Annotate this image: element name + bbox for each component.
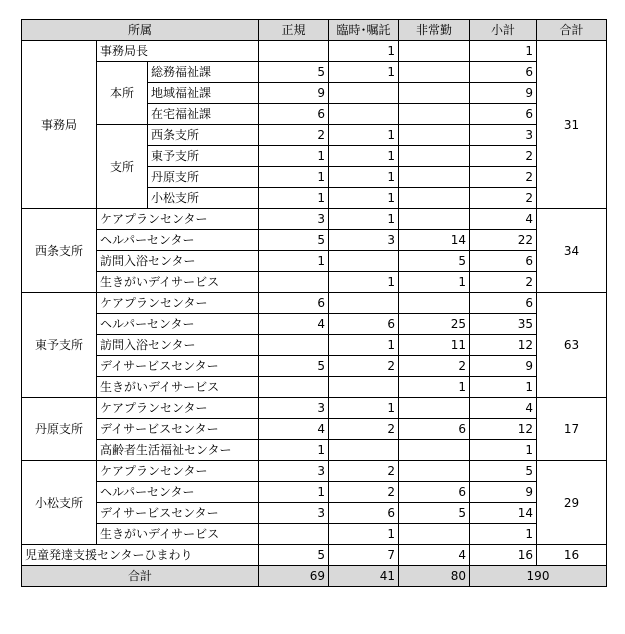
- cell-temporary: 3: [329, 230, 399, 251]
- table-row: [22, 230, 607, 251]
- table-row: [22, 335, 607, 356]
- cell-regular: 4: [259, 314, 329, 335]
- cell-regular: 1: [259, 167, 329, 188]
- cell-temporary: [329, 293, 399, 314]
- cell-temporary: [329, 377, 399, 398]
- cell-parttime: [399, 125, 470, 146]
- row-label: 東予支所: [148, 146, 259, 167]
- table-row: [22, 272, 607, 293]
- cell-subtotal: 12: [470, 335, 537, 356]
- cell-temporary: 2: [329, 482, 399, 503]
- row-label: ヘルパーセンター: [97, 482, 259, 503]
- row-label: 生きがいデイサービス: [97, 272, 259, 293]
- row-label: 事務局長: [97, 41, 259, 62]
- cell-parttime: [399, 188, 470, 209]
- group-total-tanbara: 17: [537, 398, 607, 461]
- cell-parttime: 1: [399, 377, 470, 398]
- cell-temporary: 1: [329, 335, 399, 356]
- row-label: 小松支所: [148, 188, 259, 209]
- cell-parttime: [399, 83, 470, 104]
- cell-parttime: [399, 209, 470, 230]
- cell-temporary: 6: [329, 314, 399, 335]
- cell-subtotal: 2: [470, 188, 537, 209]
- header-affiliation: 所属: [22, 20, 259, 41]
- grand-total-regular: 69: [259, 566, 329, 587]
- table-row: [22, 125, 607, 146]
- cell-temporary: 1: [329, 398, 399, 419]
- grand-total-temporary: 41: [329, 566, 399, 587]
- row-label: ケアプランセンター: [97, 461, 259, 482]
- table-row: [22, 377, 607, 398]
- cell-subtotal: 16: [470, 545, 537, 566]
- cell-subtotal: 12: [470, 419, 537, 440]
- cell-regular: 3: [259, 503, 329, 524]
- table-row: [22, 419, 607, 440]
- table-row: [22, 293, 607, 314]
- row-label: 生きがいデイサービス: [97, 524, 259, 545]
- cell-parttime: 14: [399, 230, 470, 251]
- cell-regular: 9: [259, 83, 329, 104]
- group-total-toyo: 63: [537, 293, 607, 398]
- cell-regular: 5: [259, 545, 329, 566]
- cell-subtotal: 9: [470, 83, 537, 104]
- cell-temporary: [329, 104, 399, 125]
- cell-regular: 4: [259, 419, 329, 440]
- table-row: [22, 440, 607, 461]
- grand-total-parttime: 80: [399, 566, 470, 587]
- cell-parttime: [399, 293, 470, 314]
- header-row: [22, 20, 607, 41]
- grand-total-row: [22, 566, 607, 587]
- row-label: ヘルパーセンター: [97, 314, 259, 335]
- staff-table: [21, 19, 607, 587]
- row-label: ヘルパーセンター: [97, 230, 259, 251]
- row-label: 生きがいデイサービス: [97, 377, 259, 398]
- table-row: [22, 461, 607, 482]
- table-row: [22, 314, 607, 335]
- cell-parttime: 5: [399, 503, 470, 524]
- row-label: ケアプランセンター: [97, 398, 259, 419]
- row-label: 西条支所: [148, 125, 259, 146]
- cell-subtotal: 6: [470, 293, 537, 314]
- row-label-himawari: 児童発達支援センターひまわり: [22, 545, 259, 566]
- group-total-himawari: 16: [537, 545, 607, 566]
- cell-subtotal: 14: [470, 503, 537, 524]
- cell-subtotal: 5: [470, 461, 537, 482]
- cell-parttime: [399, 461, 470, 482]
- cell-subtotal: 4: [470, 398, 537, 419]
- header-total: 合計: [537, 20, 607, 41]
- row-label: 地域福祉課: [148, 83, 259, 104]
- cell-regular: [259, 335, 329, 356]
- cell-temporary: 2: [329, 461, 399, 482]
- table-row: [22, 503, 607, 524]
- table-row: [22, 209, 607, 230]
- cell-subtotal: 1: [470, 440, 537, 461]
- header-temporary: 臨時･嘱託: [329, 20, 399, 41]
- cell-temporary: 1: [329, 188, 399, 209]
- row-label: 在宅福祉課: [148, 104, 259, 125]
- cell-subtotal: 2: [470, 272, 537, 293]
- cell-temporary: 1: [329, 125, 399, 146]
- cell-subtotal: 35: [470, 314, 537, 335]
- subgroup-label-honsho: 本所: [97, 62, 148, 125]
- cell-parttime: [399, 62, 470, 83]
- group-total-komatsu: 29: [537, 461, 607, 545]
- group-label-komatsu: 小松支所: [22, 461, 97, 545]
- cell-regular: [259, 41, 329, 62]
- cell-temporary: 2: [329, 356, 399, 377]
- cell-temporary: [329, 83, 399, 104]
- row-label: ケアプランセンター: [97, 209, 259, 230]
- cell-subtotal: 6: [470, 62, 537, 83]
- row-label: ケアプランセンター: [97, 293, 259, 314]
- cell-regular: 5: [259, 356, 329, 377]
- cell-temporary: 1: [329, 146, 399, 167]
- cell-parttime: [399, 398, 470, 419]
- table-row: [22, 62, 607, 83]
- cell-parttime: 1: [399, 272, 470, 293]
- cell-subtotal: 4: [470, 209, 537, 230]
- cell-subtotal: 1: [470, 41, 537, 62]
- cell-regular: 5: [259, 62, 329, 83]
- cell-regular: 1: [259, 482, 329, 503]
- row-label: 訪問入浴センター: [97, 335, 259, 356]
- cell-temporary: 7: [329, 545, 399, 566]
- cell-regular: 5: [259, 230, 329, 251]
- group-label-toyo: 東予支所: [22, 293, 97, 398]
- cell-parttime: 11: [399, 335, 470, 356]
- group-total-jimukyoku: 31: [537, 41, 607, 209]
- cell-parttime: [399, 41, 470, 62]
- row-label: 総務福祉課: [148, 62, 259, 83]
- cell-subtotal: 6: [470, 251, 537, 272]
- table-row: [22, 356, 607, 377]
- cell-regular: 2: [259, 125, 329, 146]
- cell-subtotal: 3: [470, 125, 537, 146]
- cell-parttime: 25: [399, 314, 470, 335]
- table-row: [22, 251, 607, 272]
- cell-parttime: 5: [399, 251, 470, 272]
- cell-temporary: 1: [329, 62, 399, 83]
- cell-temporary: 1: [329, 209, 399, 230]
- cell-subtotal: 1: [470, 377, 537, 398]
- cell-regular: [259, 377, 329, 398]
- table-row: [22, 545, 607, 566]
- cell-subtotal: 9: [470, 356, 537, 377]
- table-row: [22, 482, 607, 503]
- cell-parttime: 6: [399, 482, 470, 503]
- cell-regular: 6: [259, 104, 329, 125]
- cell-regular: 1: [259, 188, 329, 209]
- cell-subtotal: 9: [470, 482, 537, 503]
- row-label: デイサービスセンター: [97, 503, 259, 524]
- cell-regular: 6: [259, 293, 329, 314]
- cell-parttime: [399, 167, 470, 188]
- table-row: [22, 41, 607, 62]
- group-label-jimukyoku: 事務局: [22, 41, 97, 209]
- cell-temporary: 1: [329, 167, 399, 188]
- cell-subtotal: 2: [470, 146, 537, 167]
- cell-regular: 1: [259, 440, 329, 461]
- table-row: [22, 524, 607, 545]
- cell-temporary: 2: [329, 419, 399, 440]
- table-row: [22, 398, 607, 419]
- cell-parttime: [399, 524, 470, 545]
- cell-temporary: 1: [329, 272, 399, 293]
- cell-regular: [259, 524, 329, 545]
- cell-regular: 1: [259, 146, 329, 167]
- row-label: 訪問入浴センター: [97, 251, 259, 272]
- row-label: 丹原支所: [148, 167, 259, 188]
- cell-temporary: 1: [329, 524, 399, 545]
- cell-temporary: [329, 251, 399, 272]
- grand-total-value: 190: [470, 566, 607, 587]
- cell-subtotal: 22: [470, 230, 537, 251]
- group-total-saijo: 34: [537, 209, 607, 293]
- cell-regular: 3: [259, 398, 329, 419]
- cell-regular: [259, 272, 329, 293]
- grand-total-label: 合計: [22, 566, 259, 587]
- cell-regular: 3: [259, 461, 329, 482]
- row-label: 高齢者生活福祉センター: [97, 440, 259, 461]
- cell-subtotal: 6: [470, 104, 537, 125]
- cell-temporary: [329, 440, 399, 461]
- row-label: デイサービスセンター: [97, 419, 259, 440]
- group-label-saijo: 西条支所: [22, 209, 97, 293]
- cell-subtotal: 2: [470, 167, 537, 188]
- cell-parttime: 4: [399, 545, 470, 566]
- cell-regular: 3: [259, 209, 329, 230]
- cell-subtotal: 1: [470, 524, 537, 545]
- cell-parttime: 2: [399, 356, 470, 377]
- row-label: デイサービスセンター: [97, 356, 259, 377]
- cell-temporary: 6: [329, 503, 399, 524]
- cell-regular: 1: [259, 251, 329, 272]
- cell-parttime: 6: [399, 419, 470, 440]
- subgroup-label-shisho: 支所: [97, 125, 148, 209]
- cell-parttime: [399, 440, 470, 461]
- header-subtotal: 小計: [470, 20, 537, 41]
- group-label-tanbara: 丹原支所: [22, 398, 97, 461]
- cell-parttime: [399, 104, 470, 125]
- header-regular: 正規: [259, 20, 329, 41]
- cell-parttime: [399, 146, 470, 167]
- header-parttime: 非常勤: [399, 20, 470, 41]
- cell-temporary: 1: [329, 41, 399, 62]
